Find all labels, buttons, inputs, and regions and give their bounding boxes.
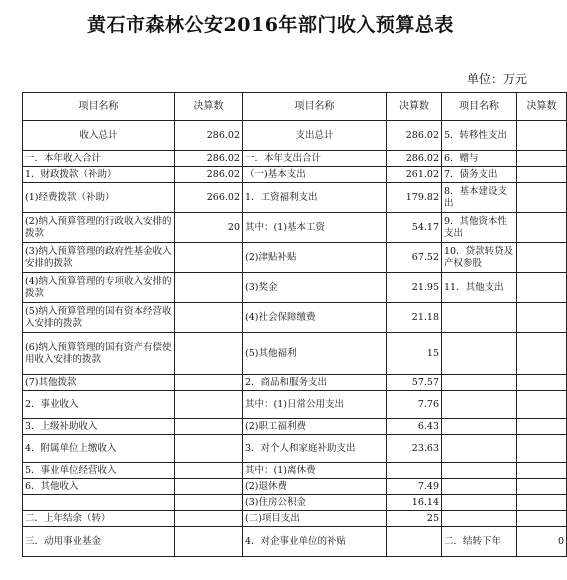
income-name: (3)纳入预算管理的政府性基金收入安排的拨款 [23, 243, 175, 273]
expense-name: （一)基本支出 [243, 167, 387, 183]
other-value [517, 375, 567, 391]
expense-value: 15 [387, 333, 442, 375]
expense-name: (3)奖金 [243, 273, 387, 303]
expense-value: 6.43 [387, 419, 442, 435]
expense-name: 3．对个人和家庭补助支出 [243, 435, 387, 463]
expense-name: (2)职工福利费 [243, 419, 387, 435]
table-row [23, 419, 567, 435]
expense-name: (2)津贴补贴 [243, 243, 387, 273]
income-value [175, 391, 243, 419]
table-row [23, 511, 567, 527]
expense-name: 4．对企事业单位的补贴 [243, 527, 387, 557]
expense-value: 67.52 [387, 243, 442, 273]
income-name: 三．动用事业基金 [23, 527, 175, 557]
other-value [517, 151, 567, 167]
header-cell: 项目名称 [23, 93, 175, 121]
other-name [442, 375, 517, 391]
expense-value: 16.14 [387, 495, 442, 511]
income-name: 二．上年结余（转） [23, 511, 175, 527]
income-name: 一．本年收入合计 [23, 151, 175, 167]
income-value [175, 273, 243, 303]
expense-value: 286.02 [387, 121, 442, 151]
other-value [517, 419, 567, 435]
income-name: (6)纳入预算管理的国有资产有偿使用收入安排的拨款 [23, 333, 175, 375]
table-row [23, 435, 567, 463]
income-name: (4)纳入预算管理的专项收入安排的拨款 [23, 273, 175, 303]
expense-value: 23.63 [387, 435, 442, 463]
income-value [175, 303, 243, 333]
expense-name: 2．商品和服务支出 [243, 375, 387, 391]
table-row [23, 303, 567, 333]
income-name: (1)经费拨款（补助） [23, 183, 175, 213]
expense-name: 支出总计 [243, 121, 387, 151]
other-name [442, 511, 517, 527]
table-row [23, 183, 567, 213]
expense-value [387, 527, 442, 557]
income-value [175, 435, 243, 463]
expense-name: 其中：(1)离休费 [243, 463, 387, 479]
expense-value: 261.02 [387, 167, 442, 183]
other-name: 11．其他支出 [442, 273, 517, 303]
page-title: 黄石市森林公安2016年部门收入预算总表 [87, 14, 454, 36]
expense-value: 21.18 [387, 303, 442, 333]
table-row [23, 243, 567, 273]
other-value [517, 121, 567, 151]
income-value: 266.02 [175, 183, 243, 213]
income-value [175, 333, 243, 375]
other-name: 8．基本建设支出 [442, 183, 517, 213]
other-value: 0 [517, 527, 567, 557]
other-name [442, 495, 517, 511]
income-value [175, 495, 243, 511]
expense-name: (3)住房公积金 [243, 495, 387, 511]
expense-value: 57.57 [387, 375, 442, 391]
header-cell: 决算数 [517, 93, 567, 121]
income-value [175, 479, 243, 495]
table-row [23, 213, 567, 243]
other-value [517, 333, 567, 375]
header-cell: 项目名称 [243, 93, 387, 121]
expense-name: 一．本年支出合计 [243, 151, 387, 167]
income-name: (7)其他拨款 [23, 375, 175, 391]
income-value [175, 419, 243, 435]
table-row [23, 167, 567, 183]
table-row [23, 495, 567, 511]
expense-value [387, 463, 442, 479]
unit-label: 单位：万元 [466, 72, 527, 86]
other-name: 9．其他资本性支出 [442, 213, 517, 243]
other-value [517, 303, 567, 333]
expense-value: 7.49 [387, 479, 442, 495]
income-name: 2．事业收入 [23, 391, 175, 419]
expense-value: 7.76 [387, 391, 442, 419]
income-value: 286.02 [175, 167, 243, 183]
other-value [517, 391, 567, 419]
other-value [517, 243, 567, 273]
other-value [517, 213, 567, 243]
other-value [517, 435, 567, 463]
other-name [442, 419, 517, 435]
other-name [442, 391, 517, 419]
expense-value: 54.17 [387, 213, 442, 243]
income-value: 286.02 [175, 151, 243, 167]
table-row [23, 479, 567, 495]
expense-name: (4)社会保障缴费 [243, 303, 387, 333]
expense-name: 1．工资福利支出 [243, 183, 387, 213]
expense-name: (二)项目支出 [243, 511, 387, 527]
income-name: (5)纳入预算管理的国有资本经营收入安排的拨款 [23, 303, 175, 333]
other-value [517, 511, 567, 527]
table-row [23, 463, 567, 479]
income-name: 5．事业单位经营收入 [23, 463, 175, 479]
other-name [442, 479, 517, 495]
income-value: 20 [175, 213, 243, 243]
income-value [175, 463, 243, 479]
table-row [23, 333, 567, 375]
expense-value: 21.95 [387, 273, 442, 303]
expense-name: 其中：(1)日常公用支出 [243, 391, 387, 419]
header-cell: 决算数 [175, 93, 243, 121]
header-row [23, 93, 567, 121]
income-value: 286.02 [175, 121, 243, 151]
other-value [517, 167, 567, 183]
other-name: 10．贷款转贷及产权参股 [442, 243, 517, 273]
other-name [442, 333, 517, 375]
other-value [517, 183, 567, 213]
other-name [442, 435, 517, 463]
expense-name: 其中：(1)基本工资 [243, 213, 387, 243]
income-name: 1．财政拨款（补助） [23, 167, 175, 183]
expense-name: (2)退休费 [243, 479, 387, 495]
header-cell: 决算数 [387, 93, 442, 121]
income-value [175, 243, 243, 273]
budget-table [22, 92, 567, 557]
income-name: 3．上级补助收入 [23, 419, 175, 435]
other-value [517, 495, 567, 511]
income-name: 收入总计 [23, 121, 175, 151]
other-name: 二．结转下年 [442, 527, 517, 557]
income-name: 6．其他收入 [23, 479, 175, 495]
table-row [23, 527, 567, 557]
expense-value: 286.02 [387, 151, 442, 167]
other-name [442, 463, 517, 479]
table-row [23, 391, 567, 419]
other-value [517, 273, 567, 303]
other-value [517, 479, 567, 495]
income-name: 4．附属单位上缴收入 [23, 435, 175, 463]
table-row [23, 121, 567, 151]
income-value [175, 375, 243, 391]
income-value [175, 527, 243, 557]
income-name: (2)纳入预算管理的行政收入安排的拨款 [23, 213, 175, 243]
other-name: 7．债务支出 [442, 167, 517, 183]
table-row [23, 375, 567, 391]
expense-name: (5)其他福利 [243, 333, 387, 375]
expense-value: 179.82 [387, 183, 442, 213]
expense-value: 25 [387, 511, 442, 527]
income-name [23, 495, 175, 511]
table-row [23, 273, 567, 303]
other-name: 5．转移性支出 [442, 121, 517, 151]
other-value [517, 463, 567, 479]
table-row [23, 151, 567, 167]
other-name: 6．赠与 [442, 151, 517, 167]
income-value [175, 511, 243, 527]
header-cell: 项目名称 [442, 93, 517, 121]
other-name [442, 303, 517, 333]
